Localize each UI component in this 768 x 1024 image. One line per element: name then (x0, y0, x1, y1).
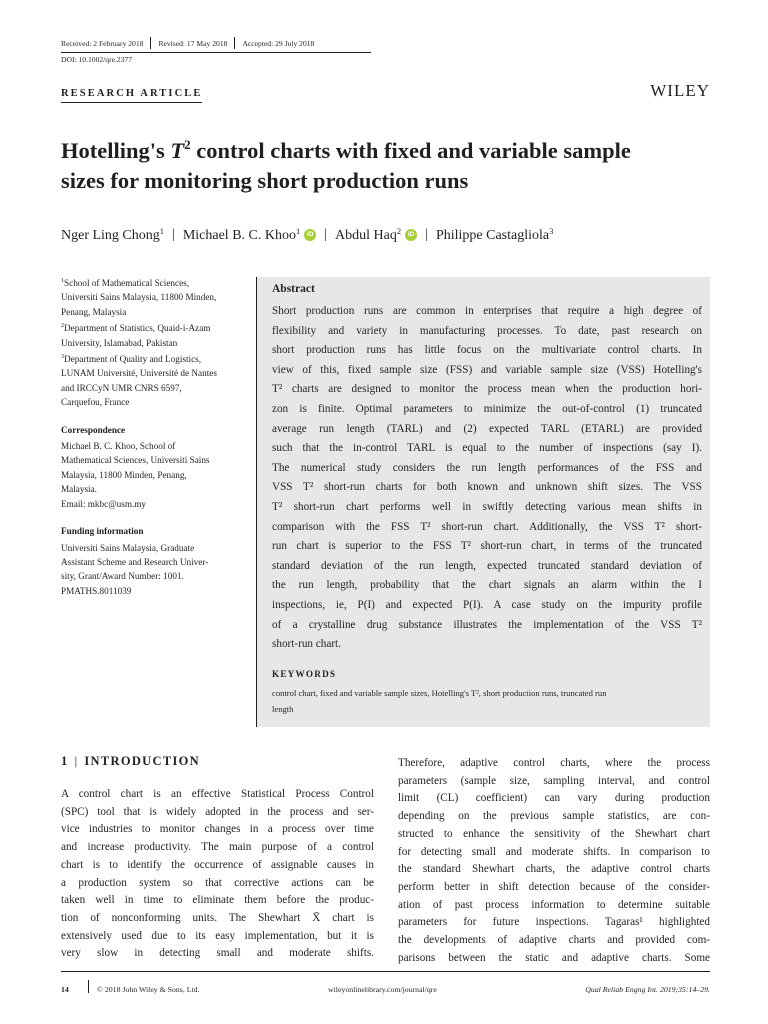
meta-divider (61, 52, 371, 53)
title-line-1: Hotelling's $T^2$ control charts with fixed and variable sample (61, 137, 631, 163)
accepted-date: Accepted: 29 July 2018 (242, 38, 315, 48)
journal-url[interactable]: wileyonlinelibrary.com/journal/qre (328, 985, 437, 994)
author-name[interactable]: Michael B. C. Khoo$^1$ (182, 226, 301, 243)
affiliation-3: $^3$Department of Quality and Logistics, LUNAM Université, Université de Nantes and IRCCyN UMR CNRS 6597, Carquefou, France (61, 354, 217, 408)
article-title (61, 136, 721, 196)
date-divider (234, 37, 235, 49)
article-dates (61, 37, 314, 49)
author-separator: | (324, 227, 328, 242)
section-title: INTRODUCTION (84, 754, 200, 768)
funding-heading: Funding information (61, 526, 144, 537)
keywords-heading: KEYWORDS (272, 669, 337, 679)
correspondence-text: Michael B. C. Khoo, School of Mathematical Sciences, Universiti Sains Malaysia, 11800 Minden, Penang, Malaysia. Email: mkbc@usm.my (61, 439, 246, 511)
author-list (61, 226, 553, 244)
section-separator: | (74, 754, 79, 768)
funding-text: Universiti Sains Malaysia, Graduate Assistant Scheme and Research Univer- sity, Grant/Award Number: 1001. PMATHS.8011039 (61, 542, 209, 596)
author-separator: | (172, 227, 175, 242)
footer-separator (88, 980, 89, 993)
keywords-text: control chart, fixed and variable sample sizes, Hotelling's T², short production runs, truncated run length (272, 688, 607, 714)
date-divider (150, 37, 151, 49)
affiliation-1: $^1$School of Mathematical Sciences, Universiti Sains Malaysia, 11800 Minden, Penang, Malaysia (61, 278, 217, 317)
correspondence-email[interactable]: Email: mkbc@usm.my (61, 498, 147, 509)
orcid-icon[interactable]: iD (405, 229, 417, 241)
article-type-label: RESEARCH ARTICLE (61, 88, 202, 103)
author-name[interactable]: Abdul Haq$^2$ (335, 226, 402, 243)
affiliations-column (61, 276, 246, 600)
footer-divider (61, 971, 710, 972)
abstract-heading: Abstract (272, 283, 315, 295)
doi-link[interactable]: DOI: 10.1002/qre.2377 (61, 55, 133, 64)
title-line-2: sizes for monitoring short production runs (61, 168, 469, 193)
publisher-logo: WILEY (650, 81, 710, 100)
affiliation-2: $^2$Department of Statistics, Quaid-i-Azam University, Islamabad, Pakistan (61, 323, 211, 348)
body-column-right: Therefore, adaptive control charts, where the process parameters (sample size, sampling interval, and control limit (CL) coefficient) can vary during production depending on the previous sample statistics, are con- structed to enhance the sensitivity of the Shewhart chart for detecting small and moderate shifts. In comparison to the standard Shewhart charts, the adaptive control charts perform better in shift detection because of the consider- ation of past process information to determine suitable parameters for future inspections. Tagaras¹ highlighted the developments of adaptive charts and provided com- parisons between the static and adaptive charts. Some (398, 757, 710, 964)
journal-citation: Qual Reliab Engng Int. 2019;35:14–29. (585, 985, 710, 994)
abstract-box (256, 277, 710, 727)
page-number: 14 (61, 985, 69, 994)
received-date: Received: 2 February 2018 (61, 38, 144, 48)
author-separator: | (425, 227, 428, 242)
author-name[interactable]: Nger Ling Chong$^1$ (61, 226, 165, 243)
section-number: 1 (61, 754, 69, 768)
orcid-icon[interactable]: iD (304, 229, 316, 241)
copyright-notice: © 2018 John Wiley & Sons, Ltd. (97, 985, 200, 994)
abstract-text: Short production runs are common in enterprises that require a high degree of flexibility and variety in manufacturing processes. To date, past research on short production runs has little focus on the multivariate control charts. In view of this, fixed sample size (FSS) and variable sample size (VSS) Hotelling's T² charts are designed to monitor the process mean when the production hori- zon is finite. Optimal parameters to minimize the out-of-control (1) truncated average run length (TARL) and (2) expected TARL (ETARL) are provided such that the in-control TARL is equal to the number of inspections (say I). The numerical study considers the run length performances of the FSS and VSS T² short-run charts for both known and unknown shift sizes. The VSS T² short-run chart performs well in swiftly detecting various mean shifts in comparison with the FSS T² short-run chart. Additionally, the VSS T² short- run chart is superior to the FSS T² short-run chart, in terms of the truncated standard deviation of the run length, expected truncated standard deviation of the run length, probability that the chart signals an alarm within the I inspections, ie, P(I) and expected P(I). A case study on the impurity profile of a crystalline drug substance illustrates the implementation of the VSS T² short-run chart. (272, 305, 702, 651)
correspondence-heading: Correspondence (61, 424, 126, 435)
section-heading (61, 754, 200, 769)
revised-date: Revised: 17 May 2018 (158, 38, 228, 48)
author-name[interactable]: Philippe Castagliola$^3$ (435, 226, 554, 243)
body-column-left: A control chart is an effective Statistical Process Control (SPC) tool that is widely adopted in the process and ser- vice industries to monitor changes in a process over time and increase productivity. The main purpose of a control chart is to identify the occurrence of assignable causes in a production system so that corrective actions can be taken well in time to eliminate them before the produc- tion of nonconforming units. The Shewhart X̄ chart is extensively used due to its easy implementation, but it is very slow in detecting small and moderate shifts. (61, 788, 374, 960)
